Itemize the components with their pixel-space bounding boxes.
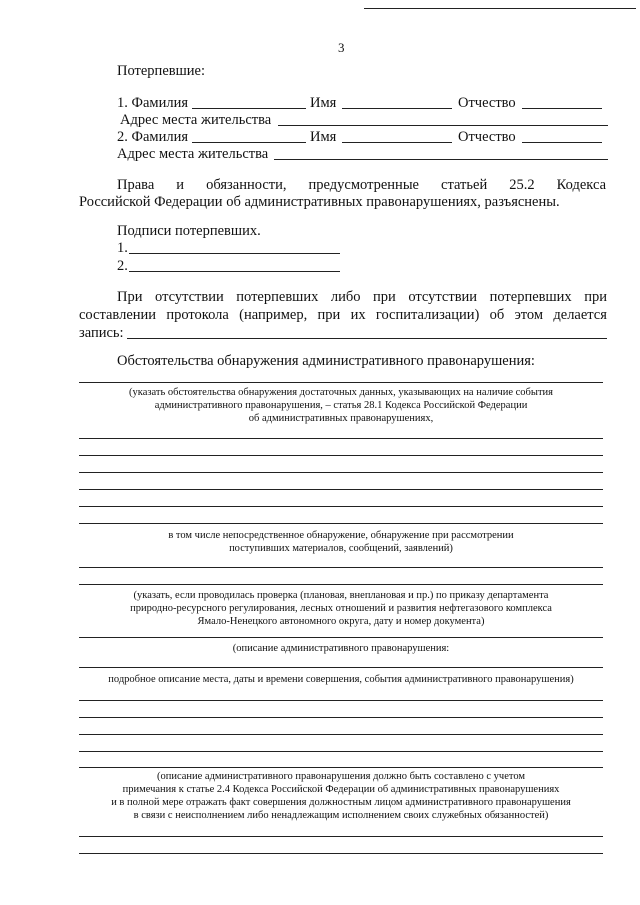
description-line[interactable] (79, 734, 603, 735)
hint-6-line-3: и в полной мере отражать факт совершения должностным лицом административного правонарушения (111, 797, 571, 808)
victim1-surname-label: 1. Фамилия (117, 95, 188, 111)
hint-2-line-2: поступивших материалов, сообщений, заявлений) (229, 543, 453, 554)
hint-1-line-3: об административных правонарушениях, (248, 413, 434, 424)
hint-3-line-3: Ямало-Ненецкого автономного округа, дату и номер документа) (197, 616, 485, 627)
victim1-name-label: Имя (310, 95, 337, 111)
absence-word: (например, (239, 307, 308, 323)
absence-word: их (350, 307, 366, 323)
hint-1-line-2: административного правонарушения, – статья 28.1 Кодекса Российской Федерации (154, 400, 528, 411)
signature-field-2[interactable] (129, 271, 340, 272)
signature-number-2: 2. (117, 258, 128, 274)
rights-line-1 (117, 177, 606, 193)
victim2-surname-field[interactable] (192, 142, 306, 143)
rights-word: обязанности, (206, 177, 287, 193)
absence-record-field[interactable] (127, 338, 607, 339)
absence-word: отсутствии (408, 289, 478, 305)
victims-heading: Потерпевшие: (117, 63, 205, 79)
victim2-patronymic-field[interactable] (522, 142, 602, 143)
hint-6-line-1: (описание административного правонарушения должно быть составлено с учетом (156, 771, 526, 782)
description-line[interactable] (79, 853, 603, 854)
rights-word: статьей (441, 177, 488, 193)
inspection-line[interactable] (79, 584, 603, 585)
hint-6-line-2: примечания к статье 2.4 Кодекса Российской Федерации об административных правонарушениях (122, 784, 560, 795)
absence-word: об (489, 307, 505, 323)
victim2-name-label: Имя (310, 129, 337, 145)
absence-word: При (117, 289, 143, 305)
hint-3-line-2: природно-ресурсного регулирования, лесных отношений и развития нефтегазового комплекса (130, 603, 552, 614)
victim2-surname-label: 2. Фамилия (117, 129, 188, 145)
circumstances-line[interactable] (79, 455, 603, 456)
inspection-line[interactable] (79, 567, 603, 568)
hint-5: подробное описание места, даты и времени совершения, события административного правонарушения) (108, 674, 574, 685)
circumstances-line[interactable] (79, 382, 603, 383)
absence-word: при (584, 289, 607, 305)
victim1-name-field[interactable] (342, 108, 452, 109)
hint-2-line-1: в том числе непосредственное обнаружение, обнаружение при рассмотрении (168, 530, 514, 541)
victim1-address-field[interactable] (278, 125, 608, 126)
absence-word: отсутствии (155, 289, 224, 305)
victim2-address-field[interactable] (274, 159, 608, 160)
description-line[interactable] (79, 637, 603, 638)
absence-word: составлении (79, 307, 157, 323)
circumstances-line[interactable] (79, 472, 603, 473)
circumstances-line[interactable] (79, 506, 603, 507)
victim2-name-field[interactable] (342, 142, 452, 143)
rights-word: 25.2 (509, 177, 535, 193)
description-line[interactable] (79, 717, 603, 718)
rights-line-2: Российской Федерации об административных правонарушениях, разъяснены. (79, 194, 560, 210)
hint-1-line-1: (указать обстоятельства обнаружения достаточных данных, указывающих на наличие события (129, 387, 553, 398)
signature-field-1[interactable] (129, 253, 340, 254)
absence-record-label: запись: (79, 325, 124, 341)
hint-6-line-4: в связи с неисполнением либо ненадлежащим исполнением своих служебных обязанностей) (133, 810, 549, 821)
absence-word: при (373, 289, 396, 305)
absence-word: при (317, 307, 341, 323)
absence-line-2 (79, 307, 607, 323)
rights-word: Права (117, 177, 155, 193)
victim1-patronymic-label: Отчество (458, 95, 516, 111)
description-line[interactable] (79, 751, 603, 752)
description-line[interactable] (79, 767, 603, 768)
page-number: 3 (338, 40, 345, 55)
circumstances-line[interactable] (79, 523, 603, 524)
signature-number-1: 1. (117, 240, 128, 256)
victim1-surname-field[interactable] (192, 108, 306, 109)
absence-word: госпитализации) (375, 307, 480, 323)
victim1-address-label: Адрес места жительства (120, 112, 272, 128)
absence-word: протокола (166, 307, 229, 323)
victim1-patronymic-field[interactable] (522, 108, 602, 109)
description-line[interactable] (79, 667, 603, 668)
hint-4: (описание административного правонарушения: (232, 643, 450, 654)
circumstances-line[interactable] (79, 489, 603, 490)
absence-line-1 (117, 289, 607, 305)
victim2-address-label: Адрес места жительства (117, 146, 269, 162)
hint-3-line-1: (указать, если проводилась проверка (плановая, внеплановая и пр.) по приказу департамента (133, 590, 549, 601)
absence-word: потерпевших (236, 289, 319, 305)
absence-word: этом (514, 307, 544, 323)
signatures-heading: Подписи потерпевших. (117, 223, 261, 239)
rights-word: Кодекса (556, 177, 606, 193)
absence-word: либо (330, 289, 361, 305)
description-line[interactable] (79, 700, 603, 701)
absence-word: потерпевших (489, 289, 572, 305)
circumstances-heading: Обстоятельства обнаружения административного правонарушения: (117, 353, 535, 369)
victim2-patronymic-label: Отчество (458, 129, 516, 145)
absence-word: делается (553, 307, 607, 323)
description-line[interactable] (79, 836, 603, 837)
rights-word: и (176, 177, 185, 193)
circumstances-line[interactable] (79, 438, 603, 439)
header-rule (364, 8, 636, 9)
rights-word: предусмотренные (308, 177, 419, 193)
